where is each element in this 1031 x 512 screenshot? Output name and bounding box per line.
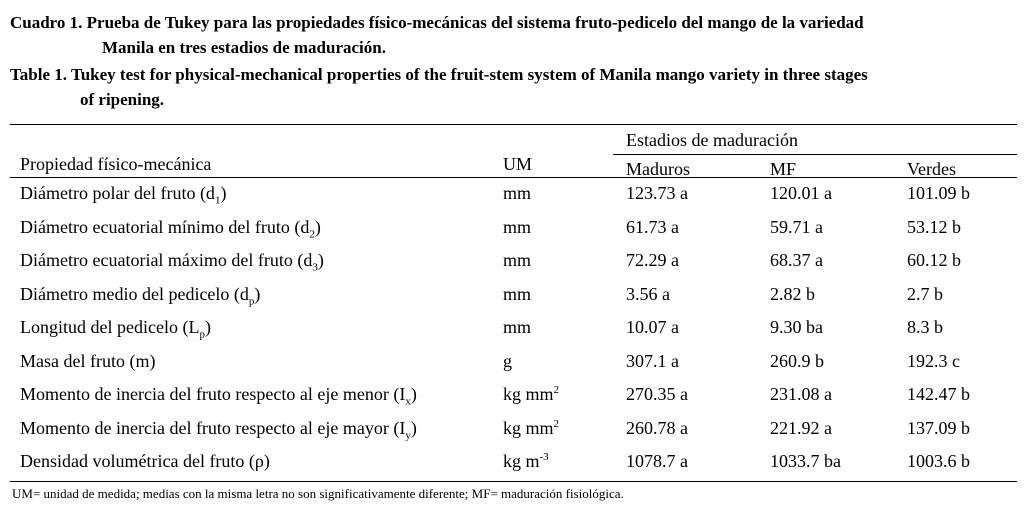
unit-superscript: -3	[539, 451, 549, 463]
table-row-unit	[503, 216, 531, 238]
table-row-unit	[503, 249, 531, 271]
table-row-unit	[503, 283, 531, 305]
property-name: Diámetro polar del fruto (d	[20, 183, 215, 203]
property-close: )	[317, 250, 324, 270]
table-top-rule	[10, 124, 1017, 125]
property-close: )	[410, 384, 417, 404]
property-subscript: 3	[312, 261, 318, 274]
table-row-unit	[503, 316, 531, 338]
property-name: Masa del fruto (m)	[20, 351, 156, 371]
header-stage-verdes: Verdes	[907, 159, 956, 179]
table-row-value: 260.9 b	[770, 351, 824, 371]
table-row-unit	[503, 182, 531, 204]
table-row-value: 2.7 b	[907, 284, 943, 304]
unit-superscript: 2	[553, 418, 560, 430]
property-name: Longitud del pedicelo (L	[20, 317, 200, 337]
table-row-value: 270.35 a	[626, 384, 688, 404]
unit-text: mm	[503, 217, 532, 237]
unit-superscript: 2	[553, 384, 560, 396]
table-row-property	[20, 350, 155, 372]
table-row-property	[20, 417, 417, 442]
table-row-unit	[503, 417, 559, 439]
property-subscript: x	[405, 395, 411, 408]
table-row-value: 1003.6 b	[907, 451, 970, 471]
stage-group-rule	[613, 154, 1017, 155]
property-name: Densidad volumétrica del fruto (ρ)	[20, 451, 270, 471]
property-subscript: 2	[309, 228, 315, 241]
header-unit: UM	[503, 154, 533, 174]
table-row-value: 59.71 a	[770, 217, 823, 237]
table-row-property	[20, 249, 324, 274]
property-close: )	[410, 418, 417, 438]
table-row-value: 61.73 a	[626, 217, 679, 237]
table-row-unit	[503, 383, 559, 405]
table-row-property	[20, 182, 227, 207]
property-name: Momento de inercia del fruto respecto al eje mayor (I	[20, 418, 406, 438]
unit-text: mm	[503, 284, 532, 304]
table-row-value: 53.12 b	[907, 217, 961, 237]
table-row-value: 101.09 b	[907, 183, 970, 203]
unit-text: kg mm	[503, 418, 554, 438]
property-close: )	[220, 183, 227, 203]
table-row-value: 221.92 a	[770, 418, 832, 438]
table-row-value: 142.47 b	[907, 384, 970, 404]
table-row-value: 68.37 a	[770, 250, 823, 270]
header-stage-maduros: Maduros	[626, 159, 690, 179]
footnote: UM= unidad de medida; medias con la misma letra no son significativamente diferente; MF= maduración fisiológica.	[12, 486, 624, 501]
caption-es-line1: Cuadro 1. Prueba de Tukey para las propiedades físico-mecánicas del sistema fruto-pedicelo del mango de la variedad	[10, 13, 864, 32]
table-row-value: 8.3 b	[907, 317, 943, 337]
table-row-value: 1078.7 a	[626, 451, 688, 471]
table-row-value: 10.07 a	[626, 317, 679, 337]
property-name: Diámetro ecuatorial máximo del fruto (d	[20, 250, 313, 270]
unit-text: kg mm	[503, 384, 554, 404]
table-row-value: 137.09 b	[907, 418, 970, 438]
table-row-value: 231.08 a	[770, 384, 832, 404]
property-close: )	[314, 217, 321, 237]
table-row-value: 192.3 c	[907, 351, 960, 371]
property-name: Momento de inercia del fruto respecto al eje menor (I	[20, 384, 406, 404]
table-row-value: 60.12 b	[907, 250, 961, 270]
table-row-value: 3.56 a	[626, 284, 670, 304]
table-row-unit	[503, 450, 549, 472]
property-name: Diámetro ecuatorial mínimo del fruto (d	[20, 217, 310, 237]
unit-text: kg m	[503, 451, 540, 471]
table-row-unit	[503, 350, 512, 372]
table-row-property	[20, 283, 261, 308]
header-stage-group: Estadios de maduración	[626, 130, 798, 150]
property-subscript: p	[248, 295, 255, 308]
caption-en-line1: Table 1. Tukey test for physical-mechanical properties of the fruit-stem system of Manila mango variety in three stages	[10, 65, 868, 84]
table-row-value: 9.30 ba	[770, 317, 823, 337]
table-row-value: 72.29 a	[626, 250, 679, 270]
table-bottom-rule	[10, 481, 1017, 482]
header-stage-mf: MF	[770, 159, 797, 179]
table-row-value: 123.73 a	[626, 183, 688, 203]
caption-es-line2: Manila en tres estadios de maduración.	[102, 38, 386, 57]
property-close: )	[204, 317, 211, 337]
header-property: Propiedad físico-mecánica	[20, 154, 212, 174]
property-subscript: y	[405, 429, 411, 442]
unit-text: mm	[503, 183, 532, 203]
table-row-value: 1033.7 ba	[770, 451, 841, 471]
table-row-value: 2.82 b	[770, 284, 815, 304]
table-row-property	[20, 316, 211, 341]
property-name: Diámetro medio del pedicelo (d	[20, 284, 249, 304]
property-subscript: p	[199, 328, 205, 341]
table-row-value: 260.78 a	[626, 418, 688, 438]
table-row-value: 307.1 a	[626, 351, 679, 371]
caption-en-line2: of ripening.	[80, 90, 165, 109]
unit-text: mm	[503, 250, 532, 270]
property-subscript: 1	[214, 194, 221, 207]
table-row-property	[20, 216, 321, 241]
table-row-property	[20, 383, 417, 408]
unit-text: g	[503, 351, 512, 371]
table-row-property	[20, 450, 270, 472]
table-row-value: 120.01 a	[770, 183, 832, 203]
property-close: )	[254, 284, 261, 304]
header-bottom-rule	[10, 177, 1017, 178]
unit-text: mm	[503, 317, 532, 337]
